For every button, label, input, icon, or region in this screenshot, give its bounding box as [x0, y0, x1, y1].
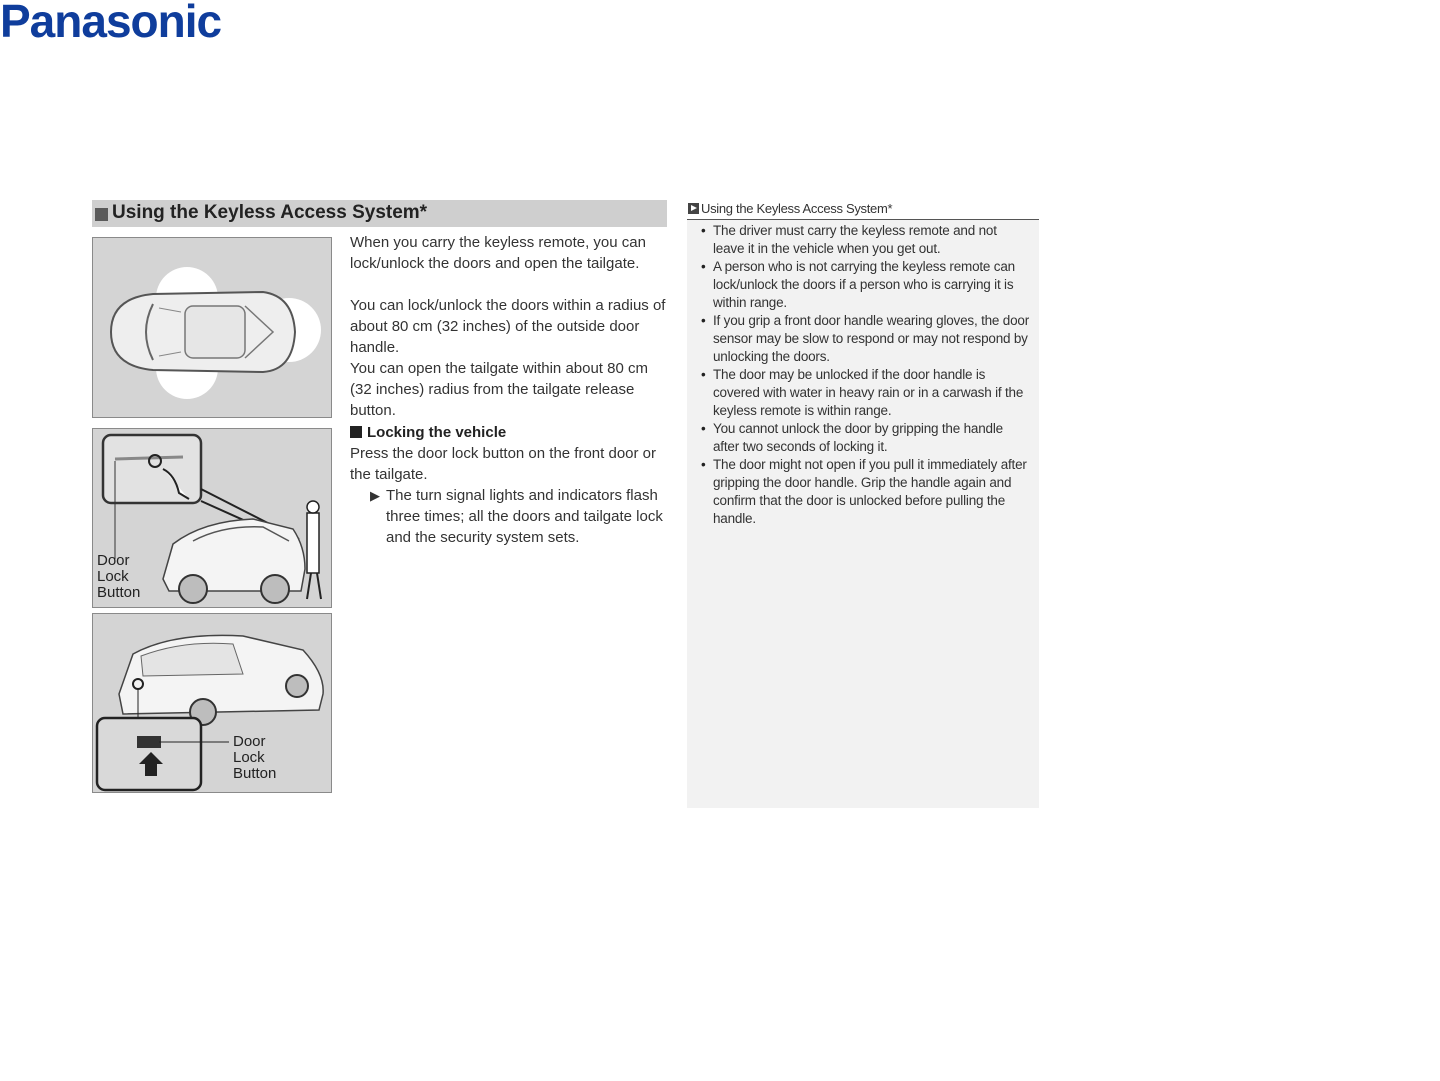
sidebar-notes: [687, 200, 1039, 808]
list-item: • The driver must carry the keyless remote and not leave it in the vehicle when you get out.: [699, 222, 1031, 258]
reference-arrow-icon: [688, 203, 699, 214]
list-item: • You cannot unlock the door by gripping the handle after two seconds of locking it.: [699, 420, 1031, 456]
sidebar-bullet-list: [699, 222, 1031, 528]
list-item: • A person who is not carrying the keyless remote can lock/unlock the doors if a person who is carrying it is within range.: [699, 258, 1031, 312]
tailgate-illustration: [93, 614, 332, 793]
figure-tailgate-lock: [92, 613, 332, 793]
figure-front-door-lock: [92, 428, 332, 608]
lock-range-paragraph: You can lock/unlock the doors within a radius of about 80 cm (32 inches) of the outside door handle.: [350, 297, 666, 356]
note-arrow-icon: ▶: [370, 488, 380, 503]
door-lock-button-label: Door Lock Button: [97, 552, 141, 601]
locking-subheading: Locking the vehicle: [350, 424, 506, 441]
section-title: Using the Keyless Access System*: [112, 202, 428, 223]
section-header: [92, 200, 667, 227]
locking-instruction: Press the door lock button on the front door or the tailgate.: [350, 445, 657, 483]
locking-result-note: ▶ The turn signal lights and indicators flash three times; all the doors and tailgate lock and the security system sets.: [370, 487, 663, 546]
figure-detection-range: [92, 237, 332, 418]
section-marker-icon: [95, 208, 108, 221]
intro-paragraph: When you carry the keyless remote, you can lock/unlock the doors and open the tailgate.: [350, 234, 646, 272]
list-item: • The door might not open if you pull it immediately after gripping the door handle. Grip the handle again and confirm that the door is unlocked before pulling the handle.: [699, 456, 1031, 528]
sidebar-title: Using the Keyless Access System*: [701, 201, 893, 216]
panasonic-logo: Panasonic: [0, 0, 222, 47]
car-top-view-illustration: [93, 238, 332, 418]
list-item: • The door may be unlocked if the door handle is covered with water in heavy rain or in a carwash if the keyless remote is within range.: [699, 366, 1031, 420]
subheading-marker-icon: [350, 426, 362, 438]
list-item: • If you grip a front door handle wearing gloves, the door sensor may be slow to respond or may not respond by unlocking the doors.: [699, 312, 1031, 366]
sidebar-header: [687, 200, 1039, 220]
tailgate-range-paragraph: You can open the tailgate within about 80 cm (32 inches) radius from the tailgate release button.: [350, 360, 648, 419]
tailgate-lock-button-label: Door Lock Button: [233, 733, 277, 782]
